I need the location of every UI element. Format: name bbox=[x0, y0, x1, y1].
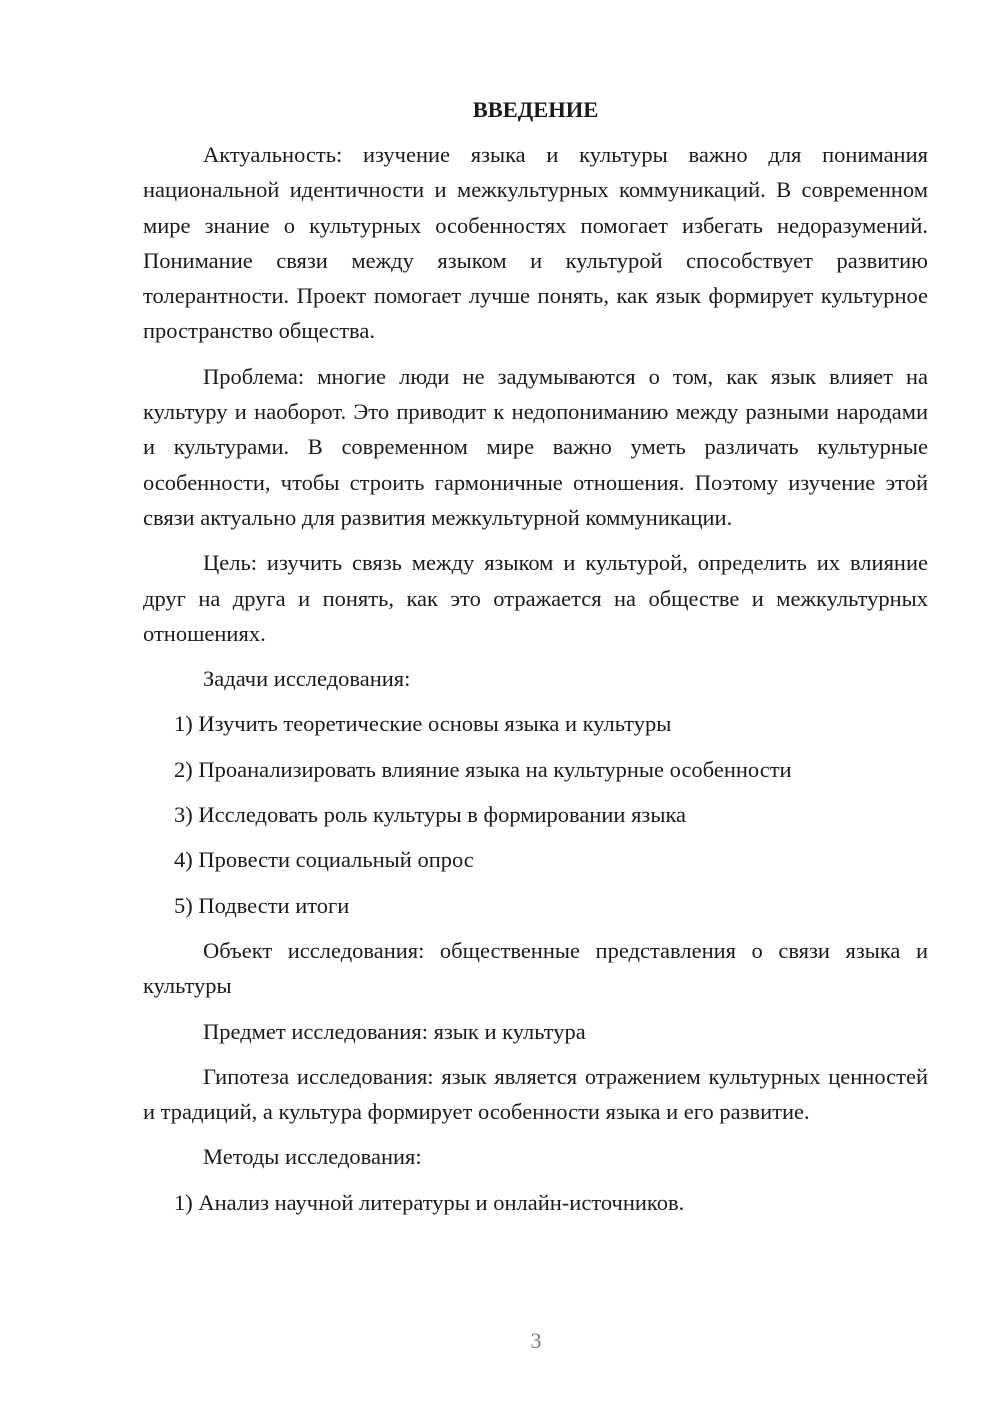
task-item: 3) Исследовать роль культуры в формировании языка bbox=[174, 802, 687, 828]
document-page bbox=[143, 92, 928, 1230]
page-number: 3 bbox=[530, 1328, 542, 1353]
task-item: 2) Проанализировать влияние языка на культурные особенности bbox=[174, 756, 792, 782]
task-item: 5) Подвести итоги bbox=[174, 892, 350, 918]
method-item: 1) Анализ научной литературы и онлайн-источников. bbox=[174, 1189, 685, 1215]
hypothesis-paragraph: Гипотеза исследования: язык является отражением культурных ценностей и традиций, а культура формирует особенности языка и его развитие. bbox=[143, 1063, 928, 1125]
object-paragraph: Объект исследования: общественные представления о связи языка и культуры bbox=[143, 937, 928, 999]
tasks-heading: Задачи исследования: bbox=[203, 666, 411, 692]
relevance-paragraph: Актуальность: изучение языка и культуры важно для понимания национальной идентичности и межкультурных коммуникаций. В современном мире знание о культурных особенностях помогает избегать недоразумений. Понимание связи между языком и культурой способствует развитию толерантности. Проект помогает лучше понять, как язык формирует культурное пространство общества. bbox=[143, 142, 928, 344]
tasks-list bbox=[143, 706, 928, 922]
task-item: 1) Изучить теоретические основы языка и культуры bbox=[174, 711, 672, 737]
section-title: ВВЕДЕНИЕ bbox=[472, 97, 599, 122]
goal-paragraph: Цель: изучить связь между языком и культурой, определить их влияние друг на друга и понять, как это отражается на обществе и межкультурных отношениях. bbox=[143, 550, 928, 646]
methods-heading: Методы исследования: bbox=[203, 1144, 422, 1170]
problem-paragraph: Проблема: многие люди не задумываются о том, как язык влияет на культуру и наоборот. Это приводит к недопониманию между разными народами и культурами. В современном мире важно уметь различать культурные особенности, чтобы строить гармоничные отношения. Поэтому изучение этой связи актуально для развития межкультурной коммуникации. bbox=[143, 363, 928, 530]
task-item: 4) Провести социальный опрос bbox=[174, 847, 474, 873]
methods-list bbox=[143, 1185, 928, 1220]
subject-paragraph: Предмет исследования: язык и культура bbox=[203, 1018, 586, 1044]
